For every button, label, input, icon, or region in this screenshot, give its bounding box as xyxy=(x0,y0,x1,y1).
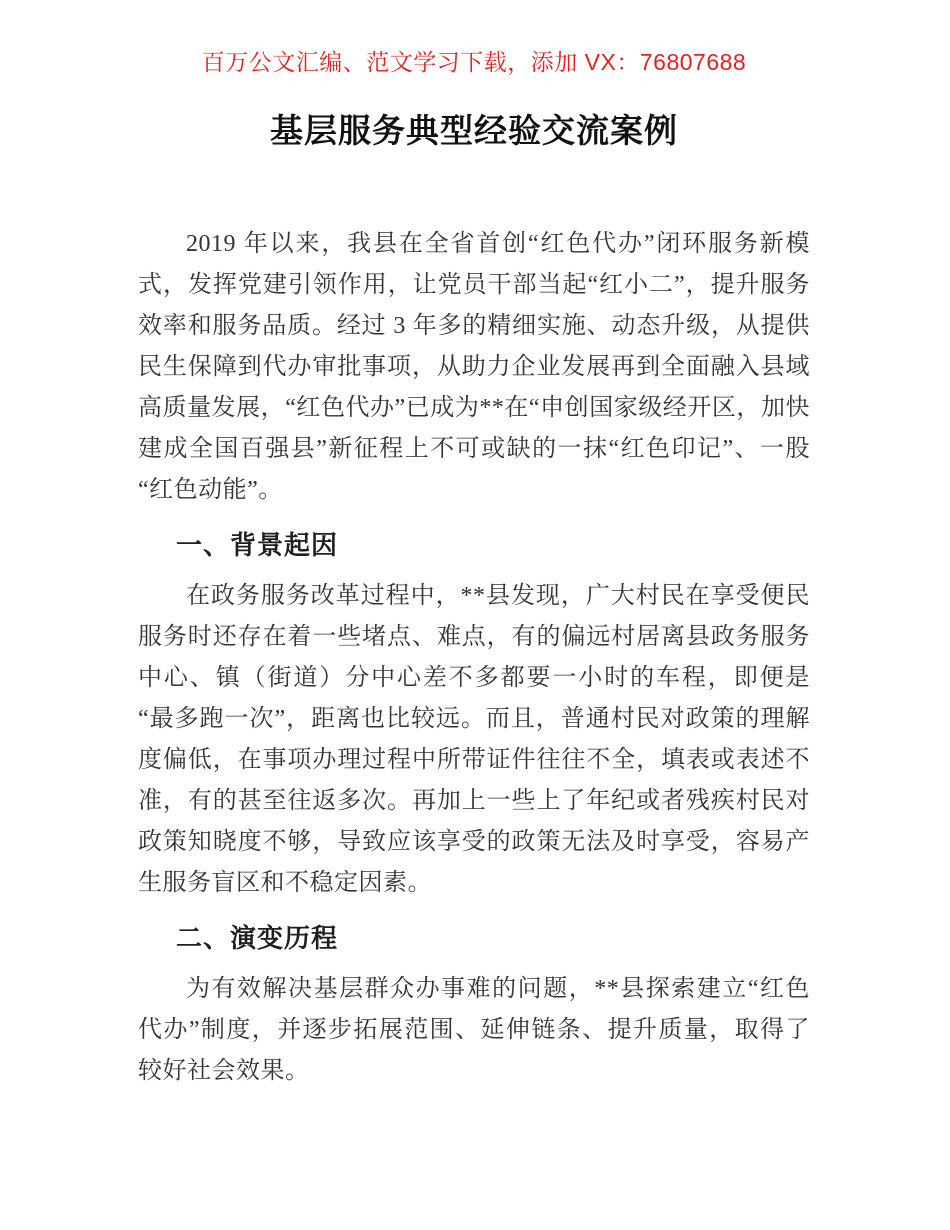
paragraph-background: 在政务服务改革过程中，**县发现，广大村民在享受便民服务时还存在着一些堵点、难点，有的偏远村居离县政务服务中心、镇（街道）分中心差不多都要一小时的车程，即便是“最多跑一次”，距离也比较远。而且，普通村民对政策的理解度偏低，在事项办理过程中所带证件往往不全，填表或表述不准，有的甚至往返多次。再加上一些上了年纪或者残疾村民对政策知晓度不够，导致应该享受的政策无法及时享受，容易产生服务盲区和不稳定因素。 xyxy=(138,583,810,896)
paragraph-intro: 2019 年以来，我县在全省首创“红色代办”闭环服务新模式，发挥党建引领作用，让党员干部当起“红小二”，提升服务效率和服务品质。经过 3 年多的精细实施、动态升级，从提供民生保障到代办审批事项，从助力企业发展再到全面融入县域高质量发展，“红色代办”已成为**在“申创国家级经开区，加快建成全国百强县”新征程上不可或缺的一抹“红色印记”、一股“红色动能”。 xyxy=(138,231,810,503)
document-title: 基层服务典型经验交流案例 xyxy=(270,114,678,150)
paragraph-evolution: 为有效解决基层群众办事难的问题，**县探索建立“红色代办”制度，并逐步拓展范围、延伸链条、提升质量，取得了较好社会效果。 xyxy=(138,976,810,1084)
section-heading-background: 一、背景起因 xyxy=(176,530,339,560)
promo-banner-text: 百万公文汇编、范文学习下载，添加 VX：76807688 xyxy=(201,49,747,75)
section-heading-evolution: 二、演变历程 xyxy=(176,923,339,953)
